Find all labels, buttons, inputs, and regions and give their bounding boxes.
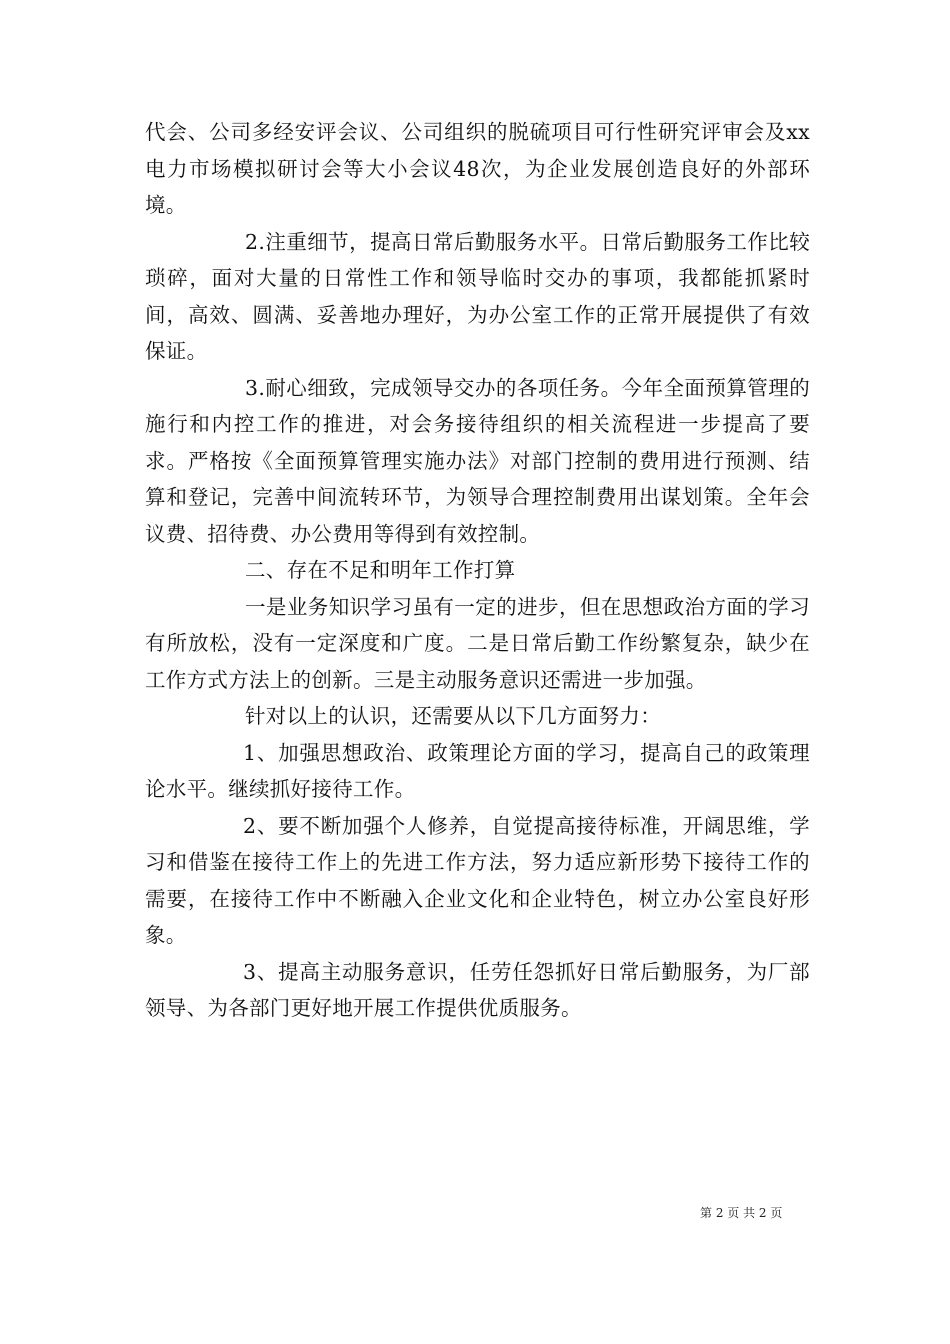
list-item-1: 1、加强思想政治、政策理论方面的学习，提高自己的政策理论水平。继续抓好接待工作。 — [145, 740, 810, 801]
paragraph-item-3: 3.耐心细致，完成领导交办的各项任务。今年全面预算管理的施行和内控工作的推进，对会务接待组织的相关流程进一步提高了要求。严格按《全面预算管理实施办法》对部门控制的费用进行预测、结算和登记，完善中间流转环节，为领导合理控制费用出谋划策。全年会议费、招待费、办公费用等得到有效控制。 — [145, 375, 810, 546]
list-item-2: 2、要不断加强个人修养，自觉提高接待标准，开阔思维，学习和借鉴在接待工作上的先进工作方法，努力适应新形势下接待工作的需要，在接待工作中不断融入企业文化和企业特色，树立办公室良好形象。 — [145, 813, 810, 947]
document-body — [145, 114, 810, 1027]
page-number-footer: 第 2 页 共 2 页 — [700, 1206, 783, 1220]
section-heading: 二、存在不足和明年工作打算 — [245, 558, 516, 582]
paragraph-intro: 针对以上的认识，还需要从以下几方面努力： — [245, 704, 661, 728]
list-item-3: 3、提高主动服务意识，任劳任怨抓好日常后勤服务，为厂部领导、为各部门更好地开展工作提供优质服务。 — [145, 959, 810, 1020]
paragraph-continuation: 代会、公司多经安评会议、公司组织的脱硫项目可行性研究评审会及xx电力市场模拟研讨会等大小会议48次，为企业发展创造良好的外部环境。 — [145, 120, 810, 217]
paragraph-item-2: 2.注重细节，提高日常后勤服务水平。日常后勤服务工作比较琐碎，面对大量的日常性工作和领导临时交办的事项，我都能抓紧时间，高效、圆满、妥善地办理好，为办公室工作的正常开展提供了有效保证。 — [145, 229, 810, 363]
paragraph-shortcomings: 一是业务知识学习虽有一定的进步，但在思想政治方面的学习有所放松，没有一定深度和广度。二是日常后勤工作纷繁复杂，缺少在工作方式方法上的创新。三是主动服务意识还需进一步加强。 — [145, 594, 810, 692]
